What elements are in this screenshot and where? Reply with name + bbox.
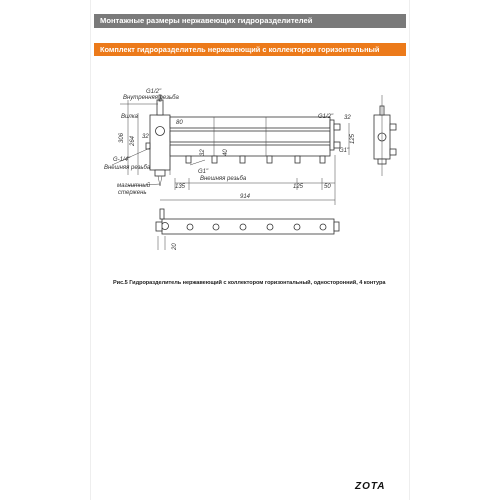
right-thread-size-label: G1/2"	[318, 114, 334, 120]
right-outlet-label: G1"	[339, 148, 350, 154]
top-left-port	[156, 222, 162, 231]
collector-middle-pipe	[170, 131, 330, 142]
dim-20: 20	[172, 243, 178, 250]
top-outlet-2	[213, 224, 219, 230]
collector-end-cap	[330, 120, 334, 150]
dim-306: 306	[119, 132, 125, 143]
figure-caption: Рис.5 Гидроразделитель нержавеющий с коллектором горизонтальный, односторонний, 4 контура	[113, 280, 386, 286]
top-separator-port	[162, 223, 169, 230]
collector-upper-pipe	[170, 117, 330, 128]
dim-32-c: 32	[344, 115, 351, 121]
section-title: Монтажные размеры нержавеющих гидроразделителей	[100, 16, 313, 25]
dim-32-b: 32	[200, 149, 206, 156]
inner-thread-size-label: G1/2"	[146, 89, 162, 95]
separator-body	[150, 115, 170, 170]
top-outlet-1	[187, 224, 193, 230]
top-vent	[160, 209, 164, 219]
top-fitting	[157, 100, 163, 115]
dim-40: 40	[223, 149, 229, 156]
outlet-6	[320, 156, 325, 163]
top-view	[156, 209, 339, 250]
dim-125-a: 125	[293, 184, 304, 190]
side-right-port	[390, 124, 396, 130]
outlet-1	[186, 156, 191, 163]
collector-top-end	[334, 222, 339, 231]
top-outlet-4	[267, 224, 273, 230]
dim-135: 135	[175, 184, 186, 190]
side-view	[374, 95, 396, 176]
outlet-2	[212, 156, 217, 163]
magnetic-rod-label-2: стержень	[118, 190, 147, 196]
top-outlet-5	[294, 224, 300, 230]
side-port	[156, 127, 165, 136]
outer-thread-left-size-label: G-1/4"	[113, 157, 131, 163]
side-right-lower-port	[390, 149, 396, 155]
outlet-3	[240, 156, 245, 163]
right-upper-port	[334, 124, 340, 130]
top-outlet-6	[320, 224, 326, 230]
outer-thread-mid-label: Внешняя резьба	[200, 176, 247, 182]
outer-thread-left-label: Внешняя резьба	[104, 165, 151, 171]
collector-lower-pipe	[170, 145, 330, 156]
outlet-5	[295, 156, 300, 163]
outlet-4	[267, 156, 272, 163]
inner-thread-label: Внутренняя резьба	[123, 95, 179, 101]
dim-914: 914	[240, 194, 251, 200]
magnetic-rod-label-1: магнитный	[117, 183, 151, 189]
dim-50: 50	[324, 184, 331, 190]
dim-32-a: 32	[142, 134, 149, 140]
magnetic-rod	[158, 176, 162, 186]
dim-125-b: 125	[350, 133, 356, 144]
subsection-title: Комплект гидроразделитель нержавеющий с коллектором горизонтальный	[100, 44, 380, 54]
bottom-fitting	[155, 170, 165, 176]
dim-80: 80	[176, 120, 183, 126]
outer-thread-mid-size-label: G1"	[198, 169, 209, 175]
dim-264: 264	[130, 135, 136, 146]
plug-label: Вилка	[121, 114, 138, 120]
top-outlet-3	[240, 224, 246, 230]
brand-logo: ZOTA	[355, 481, 386, 492]
